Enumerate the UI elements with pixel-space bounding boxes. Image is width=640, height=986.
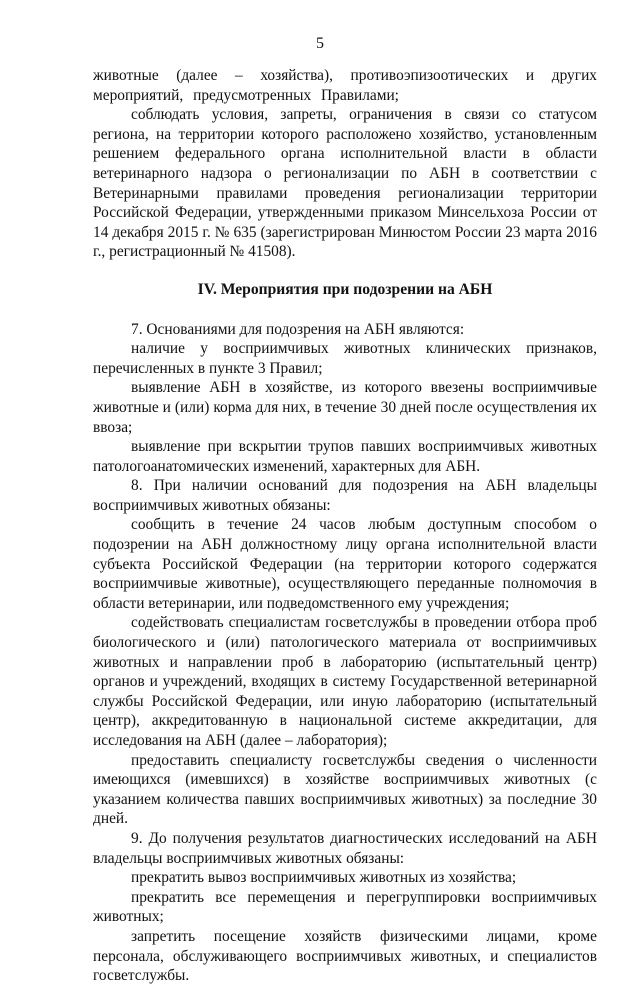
section-heading: IV. Мероприятия при подозрении на АБН <box>197 280 493 298</box>
paragraph-item-9-a: прекратить вывоз восприимчивых животных из хозяйства; <box>131 869 517 887</box>
paragraph-item-8-b: содействовать специалистам госветслужбы в проведении отбора проб биологического и (или) патологического материала от восприимчивых животных и направлении проб в лабораторию (испытательный центр) органов и учреждений, входящих в систему Государственной ветеринарной службы Российской Федерации, или иную лабораторию (испытательный центр), аккредитованную в национальной системе аккредитации, для исследования на АБН (далее – лаборатория); <box>93 614 597 749</box>
paragraph-item-7-a: наличие у восприимчивых животных клинических признаков, перечисленных в пункте 3 Правил; <box>93 340 597 377</box>
document-body <box>93 66 597 986</box>
page-number: 5 <box>316 35 324 52</box>
paragraph-item-7-b: выявление АБН в хозяйстве, из которого ввезены восприимчивые животные и (или) корма для них, в течение 30 дней после осуществления их ввоза; <box>93 379 597 436</box>
paragraph-item-7: 7. Основаниями для подозрения на АБН являются: <box>131 320 465 338</box>
paragraph-item-9: 9. До получения результатов диагностических исследований на АБН владельцы восприимчивых животных обязаны: <box>93 829 597 867</box>
paragraph-item-8: 8. При наличии оснований для подозрения на АБН владельцы восприимчивых животных обязаны: <box>93 477 597 514</box>
paragraph-item-9-b: прекратить все перемещения и перегруппировки восприимчивых животных; <box>93 888 597 926</box>
paragraph-item-8-c: предоставить специалисту госветслужбы сведения о численности имеющихся (имевшихся) в хозяйстве восприимчивых животных (с указанием количества павших восприимчивых животных) за последние 30 дней. <box>93 751 597 828</box>
paragraph-intro-2: соблюдать условия, запреты, ограничения в связи со статусом региона, на территории которого расположено хозяйство, установленным решением федерального органа исполнительной власти в области ветеринарного надзора о регионализации по АБН в соответствии с Ветеринарными правилами проведения регионализации территории Российской Федерации, утвержденными приказом Минсельхоза России от 14 декабря 2015 г. № 635 (зарегистрирован Минюстом России 23 марта 2016 г., регистрационный № 41508). <box>93 106 597 261</box>
paragraph-intro-1: животные (далее – хозяйства), противоэпизоотических и других мероприятий, предусмотренных Правилами; <box>93 67 597 104</box>
paragraph-item-8-a: сообщить в течение 24 часов любым доступным способом о подозрении на АБН должностному лицу органа исполнительной власти субъекта Российской Федерации (на территории которого содержатся восприимчивые животные), осуществляющего переданные полномочия в области ветеринарии, или подведомственного ему учреждения; <box>93 516 597 612</box>
paragraph-item-7-c: выявление при вскрытии трупов павших восприимчивых животных патологоанатомических изменений, характерных для АБН. <box>93 438 597 475</box>
paragraph-item-9-c: запретить посещение хозяйств физическими лицами, кроме персонала, обслуживающего восприимчивых животных, и специалистов госветслужбы. <box>93 927 597 985</box>
